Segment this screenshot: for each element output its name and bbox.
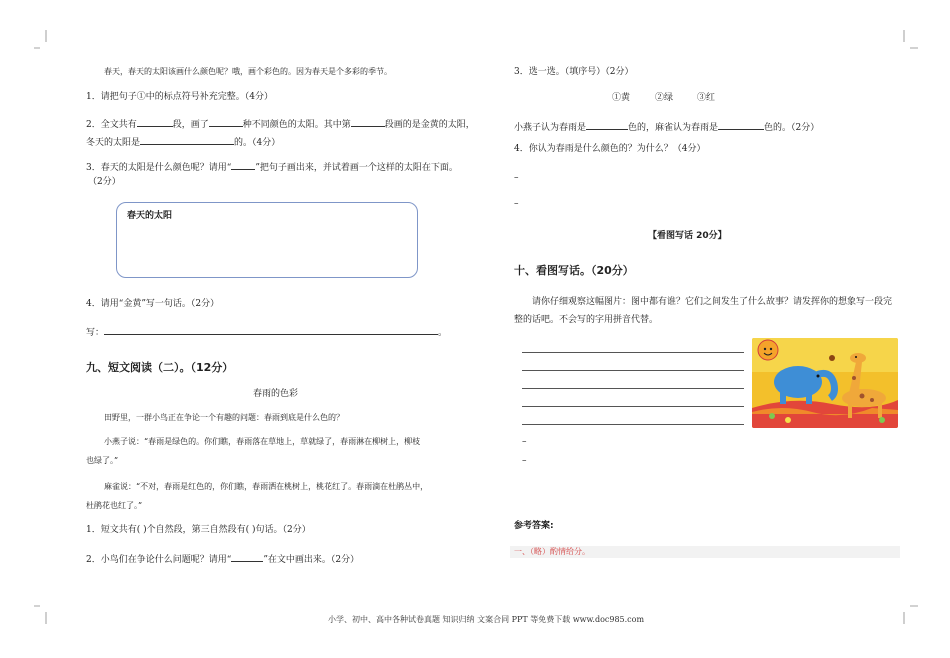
writing-line[interactable] [522, 370, 744, 371]
reading-question-1: 1．短文共有( )个自然段，第三自然段有( )句话。（2分） [86, 525, 311, 535]
section-10-title: 十、看图写话。（20分） [514, 264, 634, 277]
blank-paragraph-count[interactable] [137, 117, 173, 127]
writing-line[interactable] [522, 388, 744, 389]
blank-sparrow-color[interactable] [718, 120, 764, 130]
question-3-line-1 [86, 160, 458, 173]
passage-end: 春天，春天的太阳该画什么颜色呢？哦，画个彩色的。因为春天是个多彩的季节。 [104, 67, 392, 76]
drawing-box-label: 春天的太阳 [127, 211, 173, 221]
underline-symbol [231, 160, 255, 170]
q2-text-a: 2．全文共有 [86, 120, 137, 130]
writing-line[interactable] [522, 406, 744, 407]
story-paragraph-2-line-1: 小燕子说：“春雨是绿色的。你们瞧，春雨落在草地上，草就绿了，春雨淋在柳树上，柳枝 [104, 437, 421, 446]
q3-text-b: ”把句子画出来，并试着画一个这样的太阳在下面。 [255, 163, 458, 173]
q2-text-c: 种不同颜色的太阳。其中第 [242, 120, 351, 130]
fill-text-a: 小燕子认为春雨是 [514, 123, 587, 133]
writing-line[interactable] [522, 352, 744, 353]
footer-text: 小学、初中、高中各种试卷真题 知识归纳 文案合同 PPT 等免费下载 www.doc985.com [328, 615, 645, 624]
picture-writing-heading: 【看图写话 20分】 [648, 231, 727, 241]
blank-swallow-color[interactable] [586, 120, 628, 130]
writing-line[interactable] [522, 424, 744, 425]
option-yellow[interactable]: ①黄 [612, 93, 631, 103]
answer-dash-2: – [514, 199, 519, 209]
blank-paragraph-number[interactable] [351, 117, 385, 127]
rq2-text-a: 2．小鸟们在争论什么问题呢？请用“ [86, 555, 232, 565]
question-2-line-1 [86, 117, 475, 130]
drawing-illustration [752, 338, 898, 428]
option-green[interactable]: ②绿 [655, 93, 674, 103]
right-question-4: 4．你认为春雨是什么颜色的？为什么？（4分） [514, 144, 706, 154]
blank-color-count[interactable] [209, 117, 243, 127]
option-red[interactable]: ③红 [697, 93, 716, 103]
answer-dash-1: – [514, 173, 519, 183]
answers-title: 参考答案: [514, 521, 554, 531]
question-3-line-2: （2分） [88, 177, 121, 187]
section-9-title: 九、短文阅读（二）。（12分） [86, 361, 234, 374]
sun-icon [758, 340, 778, 360]
q2-text-b: 段，画了 [172, 120, 209, 130]
writing-prompt-line-1: 请你仔细观察这幅图片：图中都有谁？它们之间发生了什么故事？请发挥你的想象写一段完 [532, 297, 893, 307]
question-4: 4．请用“金黄”写一句话。（2分） [86, 299, 220, 309]
writing-prompt-line-2: 整的话吧。不会写的字用拼音代替。 [514, 315, 659, 325]
sentence-blank[interactable] [104, 325, 438, 335]
underline-symbol-2 [231, 552, 263, 562]
fill-in-colors [514, 120, 819, 133]
write-label: 写： [86, 328, 105, 338]
rq2-text-b: ”在文中画出来。（2分） [263, 555, 360, 565]
fill-text-c: 色的。（2分） [764, 123, 820, 133]
q2-text-e: 冬天的太阳是 [86, 138, 141, 148]
writing-dash-2: – [522, 456, 527, 466]
child-drawing-image [752, 338, 898, 428]
question-4-write-line [86, 325, 447, 338]
write-end: 。 [438, 328, 448, 338]
q3-text-a: 3．春天的太阳是什么颜色呢？请用“ [86, 163, 232, 173]
answer-1: 一、（略）酌情给分。 [514, 547, 590, 556]
story-title: 春雨的色彩 [253, 389, 299, 399]
blank-winter-sun[interactable] [140, 135, 234, 145]
writing-dash-1: – [522, 437, 527, 447]
fill-text-b: 色的，麻雀认为春雨是 [628, 123, 719, 133]
drawing-box[interactable] [116, 202, 418, 278]
question-1: 1．请把句子①中的标点符号补充完整。（4分） [86, 92, 273, 102]
q2-text-d: 段画的是金黄的太阳， [384, 120, 475, 130]
question-2-line-2 [86, 135, 280, 148]
right-question-3: 3．选一选。（填序号）（2分） [514, 67, 634, 77]
reading-question-2 [86, 552, 359, 565]
story-paragraph-3-line-1: 麻雀说：“不对，春雨是红色的，你们瞧，春雨洒在桃树上，桃花红了。春雨滴在杜鹃丛中， [104, 482, 429, 491]
story-paragraph-3-line-2: 杜鹃花也红了。” [86, 501, 143, 510]
q2-text-f: 的。（4分） [234, 138, 281, 148]
story-paragraph-1: 田野里，一群小鸟正在争论一个有趣的问题：春雨到底是什么色的？ [104, 413, 344, 422]
story-paragraph-2-line-2: 也绿了。” [86, 456, 119, 465]
